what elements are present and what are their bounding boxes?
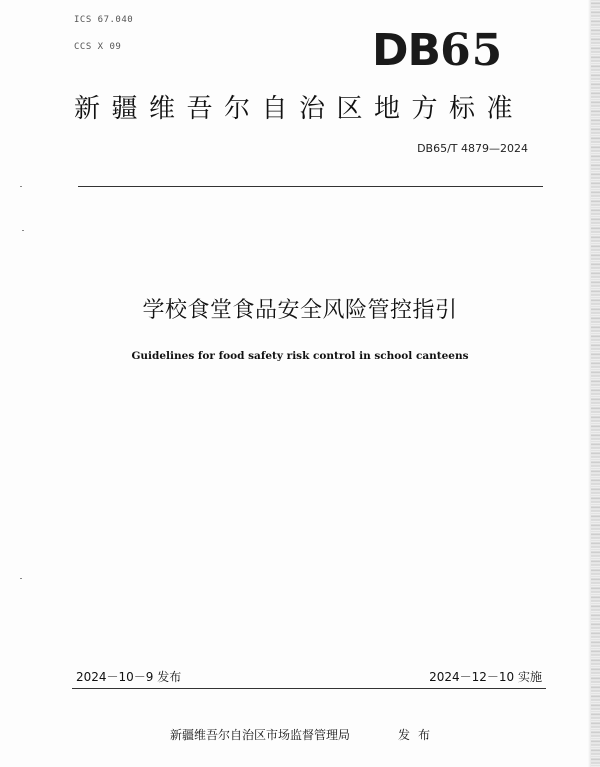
db-logo-letters: DB (372, 25, 441, 76)
ics-code: ICS 67.040 (74, 15, 134, 25)
standard-number: DB65/T 4879—2024 (417, 142, 528, 155)
db-logo-number: 65 (440, 25, 504, 76)
standard-type-heading: 新疆维吾尔自治区地方标准 (74, 94, 525, 124)
db-logo (372, 26, 503, 76)
implementation-date: 2024－12－10 实施 (429, 670, 542, 684)
scan-speck (20, 578, 22, 579)
ccs-code: CCS X 09 (74, 42, 122, 52)
scan-speck (22, 230, 24, 231)
document-title-english: Guidelines for food safety risk control in school canteens (131, 350, 469, 362)
header-divider (78, 186, 543, 187)
issue-date: 2024－10－9 发布 (76, 670, 182, 684)
publisher-name: 新疆维吾尔自治区市场监督管理局 (170, 728, 351, 742)
scan-speck (20, 186, 22, 187)
scan-edge (591, 0, 600, 767)
footer-divider (72, 688, 546, 689)
publish-label: 发布 (398, 728, 439, 742)
document-title-chinese: 学校食堂食品安全风险管控指引 (142, 298, 458, 323)
